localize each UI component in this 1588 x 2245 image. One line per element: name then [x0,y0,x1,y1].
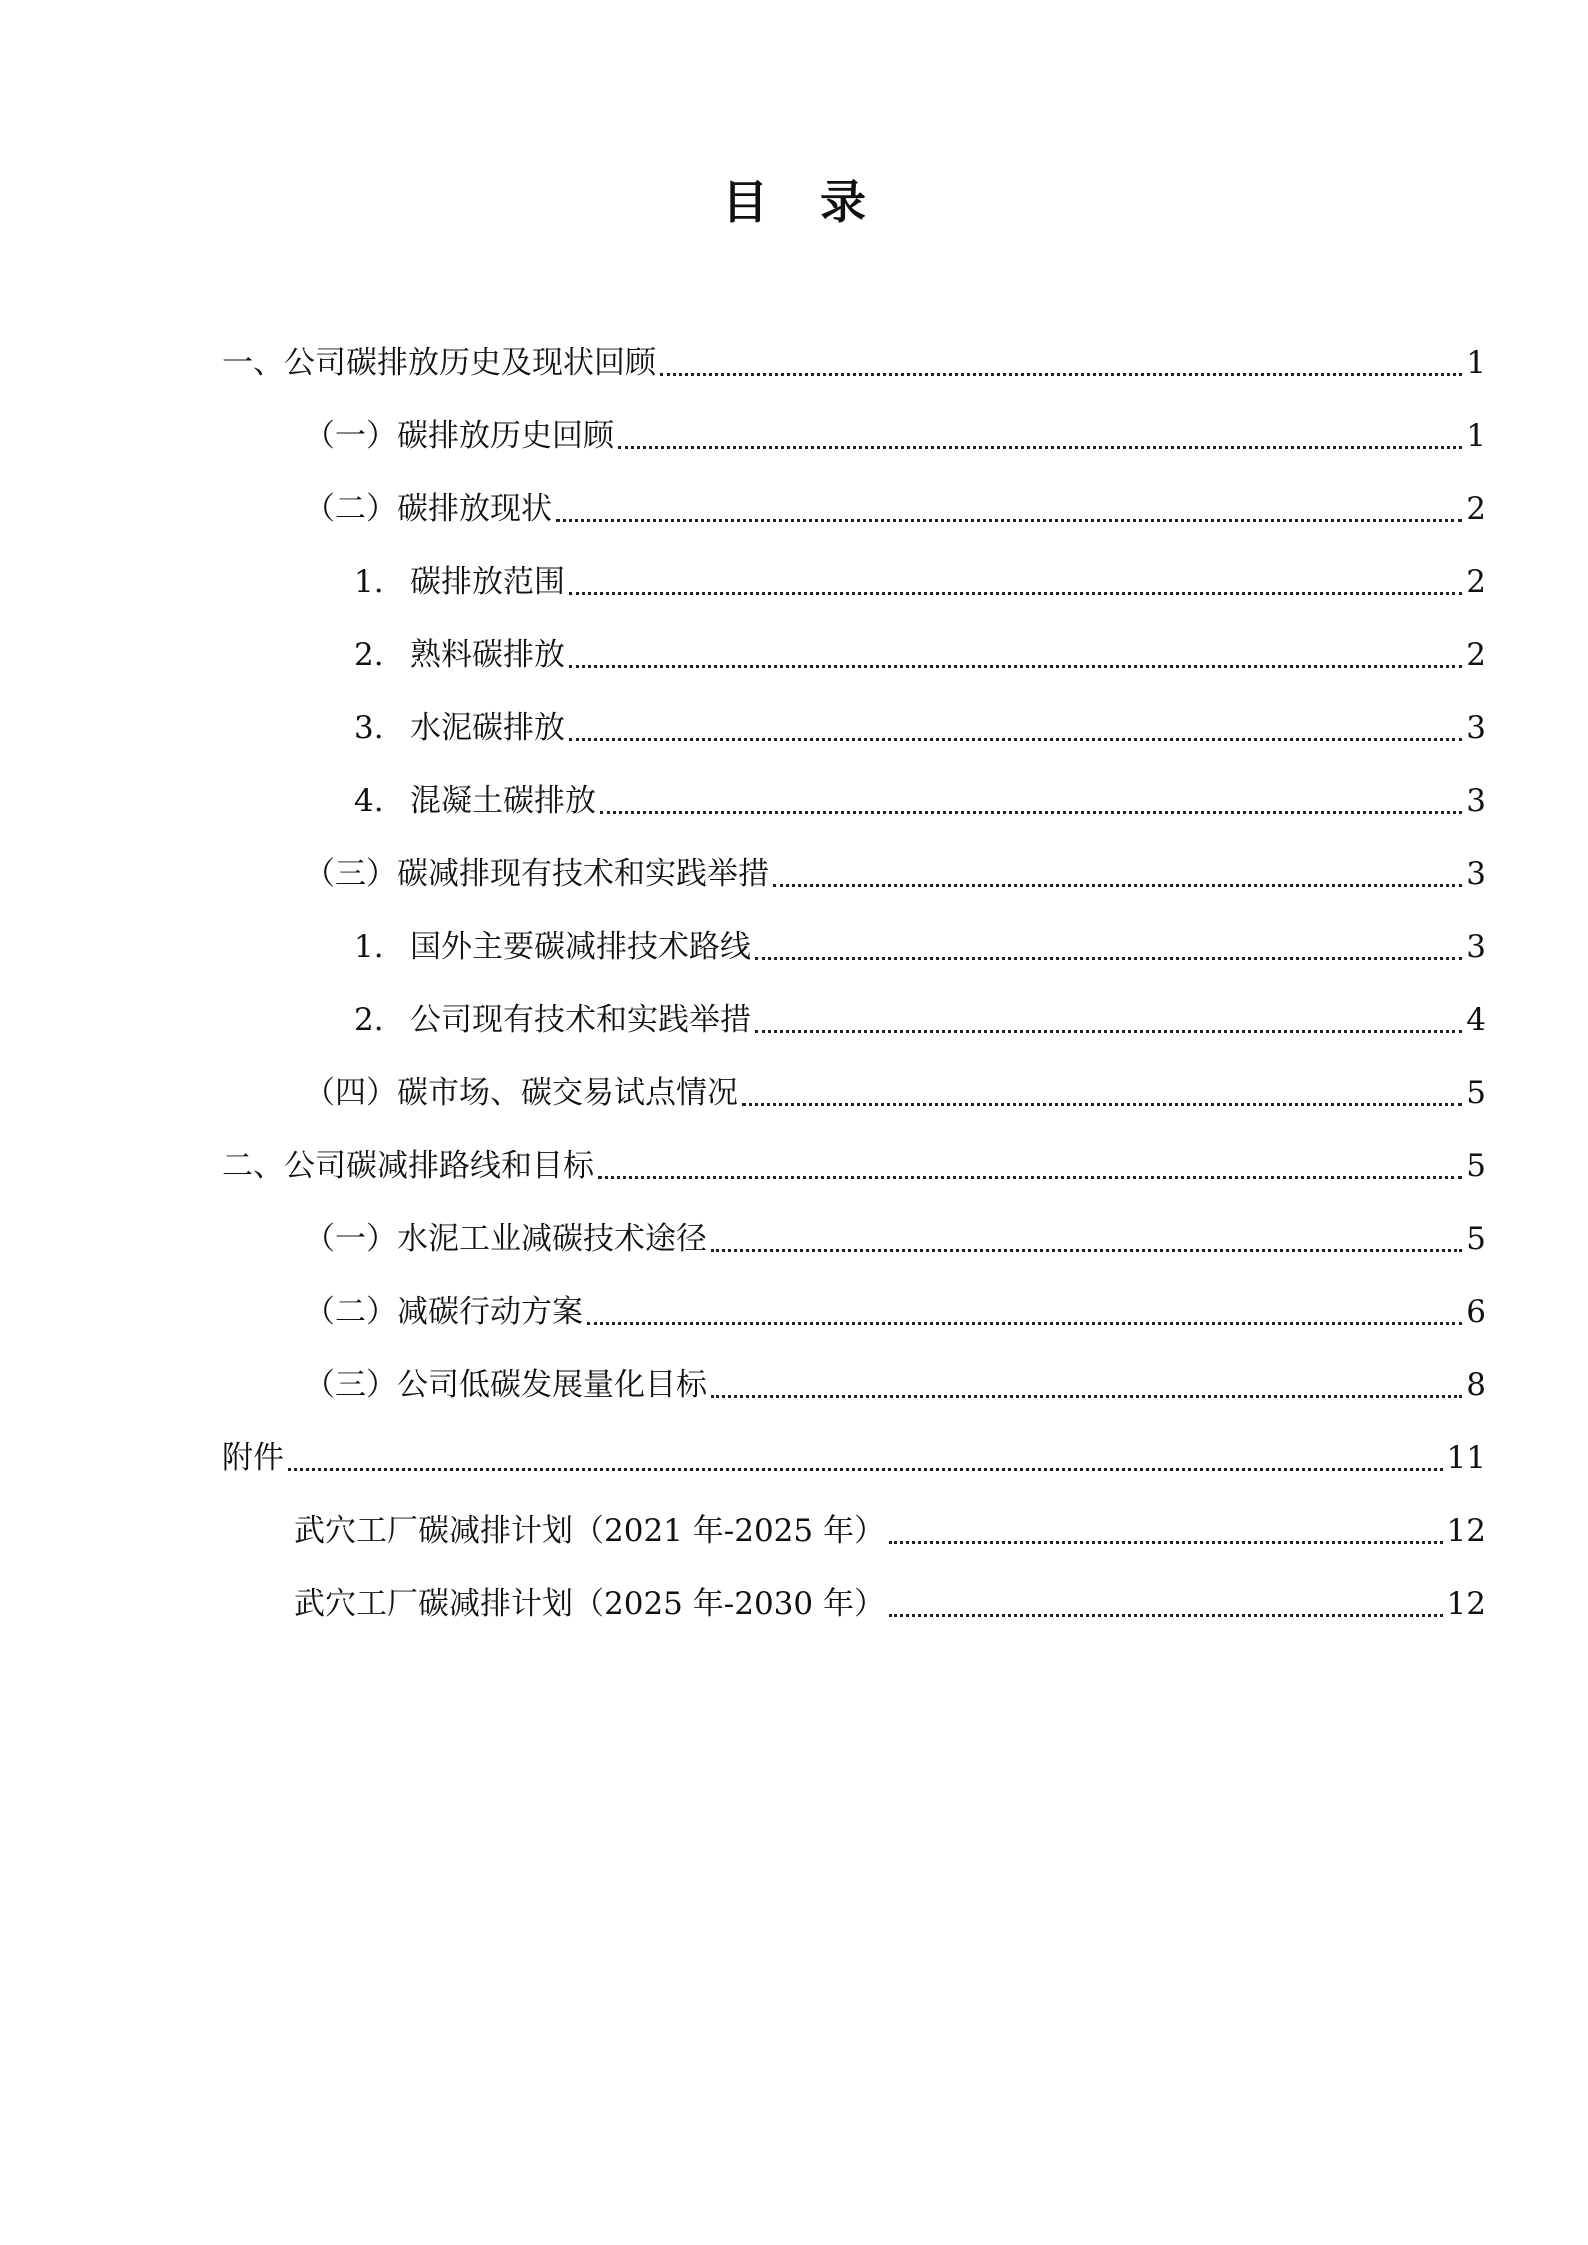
toc-dot-leader [598,1176,1462,1179]
toc-entry-title: 武穴工厂碳减排计划（2021 年-2025 年） [294,1513,885,1549]
toc-entry-page-number: 2 [1466,564,1486,600]
toc-entry-page-number: 2 [1466,637,1486,673]
page-title: 目 录 [721,175,884,229]
toc-entry-title: 附件 [222,1440,284,1476]
toc-entry-page-number: 12 [1446,1586,1486,1622]
toc-entry-page-number: 5 [1466,1075,1486,1111]
toc-dot-leader [742,1103,1462,1106]
toc-entry-page-number: 3 [1466,783,1486,819]
toc-dot-leader [773,884,1462,887]
toc-entry-number: 2. [354,637,384,673]
toc-entry-title: （四）碳市场、碳交易试点情况 [304,1075,738,1111]
table-of-contents [222,310,1486,1624]
toc-dot-leader [556,519,1462,522]
toc-entry-number: 4. [354,783,384,819]
toc-dot-leader [711,1249,1462,1252]
toc-entry[interactable] [222,894,1486,967]
toc-entry[interactable] [222,821,1486,894]
toc-dot-leader [711,1395,1462,1398]
toc-entry-title: 公司现有技术和实践举措 [410,1002,751,1038]
toc-entry-page-number: 1 [1466,418,1486,454]
toc-dot-leader [569,592,1462,595]
toc-entry-page-number: 5 [1466,1148,1486,1184]
toc-entry-title: 碳排放范围 [410,564,565,600]
toc-entry-number: 2. [354,1002,384,1038]
toc-entry-number: 1. [354,929,384,965]
toc-entry[interactable] [222,310,1486,383]
toc-dot-leader [569,738,1462,741]
toc-entry[interactable] [222,675,1486,748]
toc-entry-number: 1. [354,564,384,600]
toc-entry-title: （三）公司低碳发展量化目标 [304,1367,707,1403]
toc-entry-number: 3. [354,710,384,746]
toc-entry-page-number: 4 [1466,1002,1486,1038]
toc-entry[interactable] [222,748,1486,821]
toc-entry-title: 二、公司碳减排路线和目标 [222,1148,594,1184]
toc-entry-page-number: 3 [1466,710,1486,746]
toc-entry-page-number: 2 [1466,491,1486,527]
toc-entry[interactable] [222,1113,1486,1186]
toc-entry[interactable] [222,1259,1486,1332]
toc-dot-leader [600,811,1462,814]
toc-entry-page-number: 1 [1466,345,1486,381]
toc-entry[interactable] [222,1332,1486,1405]
toc-dot-leader [889,1541,1443,1544]
toc-dot-leader [618,446,1462,449]
toc-entry-page-number: 6 [1466,1294,1486,1330]
toc-entry-title: 水泥碳排放 [410,710,565,746]
toc-entry[interactable] [222,967,1486,1040]
toc-entry-title: 武穴工厂碳减排计划（2025 年-2030 年） [294,1586,885,1622]
toc-entry-page-number: 3 [1466,929,1486,965]
toc-dot-leader [889,1614,1443,1617]
toc-entry-title: （一）水泥工业减碳技术途径 [304,1221,707,1257]
toc-dot-leader [660,373,1462,376]
toc-entry[interactable] [222,1478,1486,1551]
toc-entry-title: 一、公司碳排放历史及现状回顾 [222,345,656,381]
toc-entry-title: 混凝土碳排放 [410,783,596,819]
toc-entry-title: 熟料碳排放 [410,637,565,673]
toc-entry[interactable] [222,456,1486,529]
toc-dot-leader [755,1030,1462,1033]
toc-entry[interactable] [222,1186,1486,1259]
toc-entry-title: （三）碳减排现有技术和实践举措 [304,856,769,892]
toc-entry[interactable] [222,1040,1486,1113]
toc-entry[interactable] [222,602,1486,675]
toc-dot-leader [288,1468,1443,1471]
toc-entry-title: （二）减碳行动方案 [304,1294,583,1330]
toc-entry-page-number: 5 [1466,1221,1486,1257]
toc-entry[interactable] [222,1551,1486,1624]
toc-dot-leader [569,665,1462,668]
toc-entry[interactable] [222,1405,1486,1478]
toc-entry-title: （二）碳排放现状 [304,491,552,527]
toc-entry-page-number: 8 [1466,1367,1486,1403]
toc-entry[interactable] [222,529,1486,602]
toc-dot-leader [587,1322,1462,1325]
toc-dot-leader [755,957,1462,960]
toc-entry-title: 国外主要碳减排技术路线 [410,929,751,965]
toc-entry-page-number: 12 [1446,1513,1486,1549]
toc-entry-title: （一）碳排放历史回顾 [304,418,614,454]
toc-entry-page-number: 11 [1446,1440,1486,1476]
toc-entry[interactable] [222,383,1486,456]
toc-entry-page-number: 3 [1466,856,1486,892]
